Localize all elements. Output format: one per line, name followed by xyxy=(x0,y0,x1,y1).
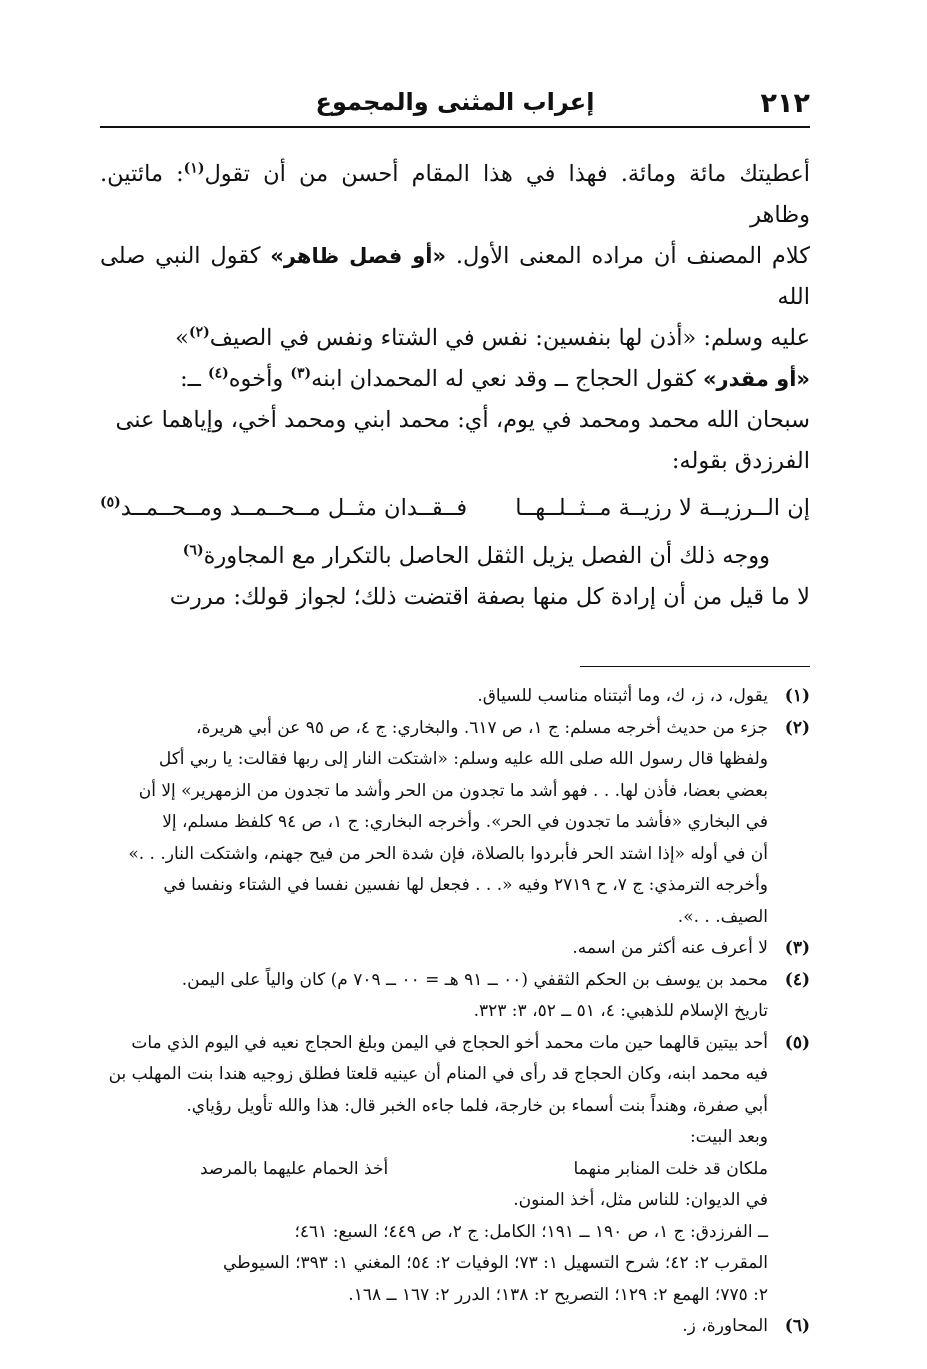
footnote xyxy=(100,1311,810,1343)
footnote-body: محمد بن يوسف بن الحكم الثقفي (٠٠ ــ ٩١ هـ = ٠٠ ــ ٧٠٩ م) كان والياً على اليمن. تاريخ الإسلام للذهبي: ٤، ٥١ ــ ٥٢، ٣: ٣٢٣. xyxy=(181,969,768,1021)
footnote-body: جزء من حديث أخرجه مسلم: ج ١، ص ٦١٧. والبخاري: ج ٤، ص ٩٥ عن أبي هريرة، ولفظها قال رسول الله صلى الله عليه وسلم: «اشتكت النار إلى ربها فقالت: يا ربي أكل بعضي بعضا، فأذن لها. . . فهو أشد ما تجدون من الحر وأشد ما تجدون من الزمهرير» إلا أن في البخاري «فأشد ما تجدون في الحر». وأخرجه البخاري: ج ١، ص ٩٤ كلفظ مسلم، إلا أن في أوله «إذا اشتد الحر فأبردوا بالصلاة، فإن شدة الحر من فيح جهنم، واشتكت النار. . .» وأخرجه الترمذي: ج ٧، ح ٢٧١٩ وفيه «. . . فجعل لها نفسين نفسا في الشتاء ونفسا في الصيف. . .». xyxy=(128,717,768,927)
footnote-number: (٦) xyxy=(784,1316,810,1336)
footnote xyxy=(100,681,810,713)
footnote-number: (٤) xyxy=(784,969,810,990)
footnote-ref[interactable]: (١) xyxy=(183,160,205,177)
verse-second-half-wrap xyxy=(100,488,467,528)
footnote xyxy=(100,965,810,1028)
verse-second-half: فــقــدان مثــل مــحــمــد ومــحــمــد xyxy=(120,495,468,521)
footnote-body: المحاورة، ز. xyxy=(682,1316,768,1336)
text-line: ووجه ذلك أن الفصل يزيل الثقل الحاصل بالتكرار مع المجاورة$^{(٦)}$ xyxy=(182,542,770,569)
emphasized-phrase: «أو مقدر» xyxy=(702,367,810,391)
footnote-number: (٣) xyxy=(784,938,810,958)
text-line: الفرزدق بقوله: xyxy=(671,448,810,474)
poem-verse xyxy=(100,488,810,528)
footnote xyxy=(100,1028,810,1312)
emphasized-phrase: «أو فصل ظاهر» xyxy=(270,244,447,268)
footnote xyxy=(100,713,810,934)
verse-first-half: إن الــرزيــة لا رزيــة مــثــلــهــا xyxy=(515,495,810,521)
footnote-body: أحد بيتين قالهما حين مات محمد أخو الحجاج في اليمن وبلغ الحجاج نعيه في اليوم الذي مات فيه محمد ابنه، وكان الحجاج قد رأى في المنام أن عينيه قلعتا فطلق زوجيه هندا بنت المهلب بن أبي صفرة، وهنداً بنت أسماء بن خارجة، فلما جاءه الخبر قال: هذا والله تأويل رؤياي. وبعد البيت: ملكان قد خلت المنابر منهما أخذ الحمام عليهما بالمرصد في الديوان: للناس مثل، أخذ المنون. ــ الفرزدق: ج ١، ص ١٩٠ ــ ١٩١؛ الكامل: ج ٢، ص ٤٤٩؛ السبع: ٤٦١؛ المقرب ٢: ٤٢؛ شرح التسهيل ١: ٧٣؛ الوفيات ٢: ٥٤؛ المغني ١: ٣٩٣؛ السيوطي ٢: ٧٧٥؛ الهمع ٢: ١٢٩؛ التصريح ٢: ١٣٨؛ الدرر ٢: ١٦٧ ــ ١٦٨. xyxy=(100,1028,768,1312)
page-number: ٢١٢ xyxy=(760,88,810,119)
footnote-separator xyxy=(580,666,810,667)
footnote-number: (٢) xyxy=(784,717,810,738)
book-page xyxy=(100,86,810,1356)
footnote-ref[interactable]: (٥) xyxy=(100,494,121,511)
page-header xyxy=(100,86,810,128)
running-title: إعراب المثنى والمجموع xyxy=(315,88,595,116)
footnote-ref[interactable]: (٤) xyxy=(207,365,229,382)
footnote-number: (٥) xyxy=(784,1032,810,1053)
text-line: أعطيتك مائة ومائة. فهذا في هذا المقام أحسن من أن تقول$^{(١)}$: مائتين. وظاهر xyxy=(100,160,811,228)
footnote-ref[interactable]: (٦) xyxy=(182,542,204,559)
footnote-ref[interactable]: (٣) xyxy=(290,365,312,382)
footnote-ref[interactable]: (٢) xyxy=(188,324,210,341)
footnote-body: لا أعرف عنه أكثر من اسمه. xyxy=(572,938,768,958)
footnotes xyxy=(100,681,810,1343)
text-line: كلام المصنف أن مراده المعنى الأول. «أو فصل ظاهر» كقول النبي صلى الله xyxy=(100,243,810,310)
footnote xyxy=(100,933,810,965)
verse-first-half: ملكان قد خلت المنابر منهما xyxy=(573,1158,768,1179)
footnote-body: يقول، د، ز، ك، وما أثبتناه مناسب للسياق. xyxy=(477,686,768,706)
text-line: عليه وسلم: «أذن لها بنفسين: نفس في الشتاء ونفس في الصيف$^{(٢)}$» xyxy=(175,324,810,351)
text-line: سبحان الله محمد ومحمد في يوم، أي: محمد ابني ومحمد أخي، وإياهما عنى xyxy=(115,407,810,433)
footnote-verse xyxy=(100,1154,768,1186)
text-line: لا ما قيل من أن إرادة كل منها بصفة اقتضت ذلك؛ لجواز قولك: مررت xyxy=(169,584,810,610)
main-text xyxy=(100,154,810,618)
text-line: «أو مقدر» كقول الحجاج ــ وقد نعي له المحمدان ابنه$^{(٣)}$ وأخوه$^{(٤)}$ ــ: xyxy=(180,365,810,392)
footnote-number: (١) xyxy=(784,686,810,706)
verse-second-half: أخذ الحمام عليهما بالمرصد xyxy=(200,1158,389,1179)
